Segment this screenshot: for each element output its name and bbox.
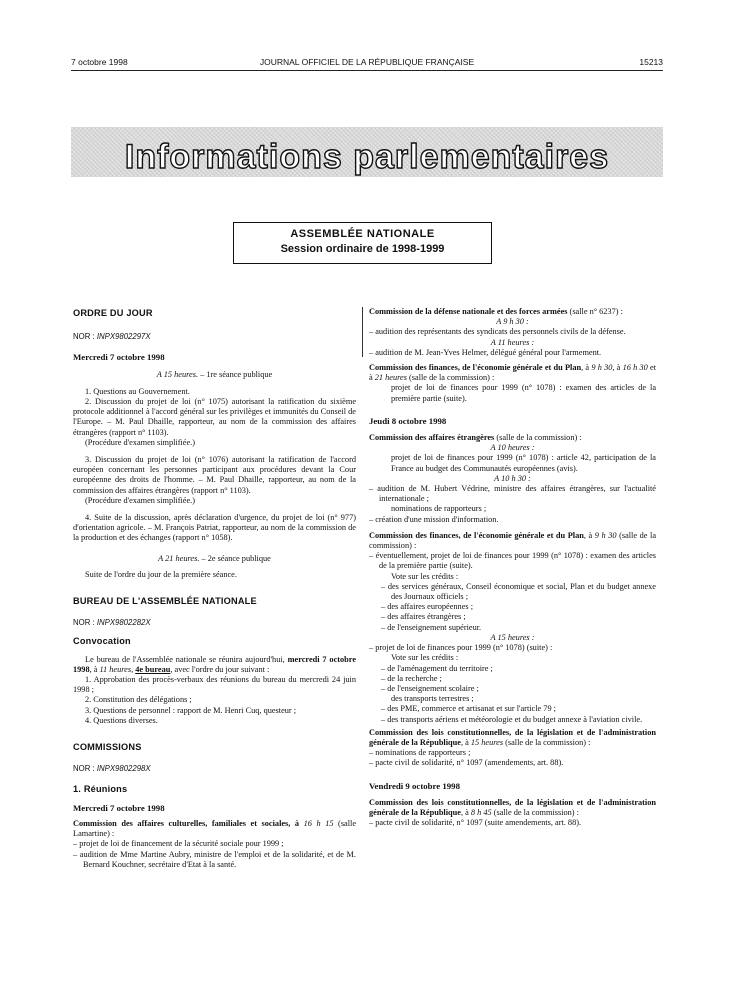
credit-item: des transports terrestres ; xyxy=(391,694,474,704)
ordre-nor: NOR : INPX9802297X xyxy=(73,332,151,342)
ordre-item: (Procédure d'examen simplifiée.) xyxy=(85,437,196,447)
commission-item: nominations de rapporteurs ; xyxy=(391,504,487,514)
commissions-date-3: Vendredi 9 octobre 1998 xyxy=(369,780,460,791)
ordre-item: 3. Discussion du projet de loi (n° 1076) autorisant la ratification de l'accord européen concernant les personnes participant aux procédures devant la Cour européenne des droits de l'homme. – M. Paul Dhaille, rapporteur, au nom de la commission des affaires étrangères (rapport n° 1103). xyxy=(73,455,356,495)
commission-item: – pacte civil de solidarité, n° 1097 (amendements, art. 88). xyxy=(369,758,564,768)
ordre-item: 1. Questions au Gouvernement. xyxy=(85,386,190,396)
header-page-number: 15213 xyxy=(639,57,663,67)
credit-item: – de l'enseignement scolaire ; xyxy=(381,683,479,693)
credit-item: – des transports aériens et météorologie et du budget annexe à l'aviation civile. xyxy=(381,714,643,724)
header-date: 7 octobre 1998 xyxy=(71,57,128,67)
commission-item: – éventuellement, projet de loi de finances pour 1999 (n° 1078) : examen des articles de la première partie (suite). xyxy=(369,551,656,571)
header-journal-title: JOURNAL OFFICIEL DE LA RÉPUBLIQUE FRANÇAISE xyxy=(259,57,475,67)
commission-lois-heading-2: Commission des lois constitutionnelles, de la législation et de l'administration générale de la République, à 8 h 45 (salle de la commission) : xyxy=(369,797,656,817)
commissions-date-2: Jeudi 8 octobre 1998 xyxy=(369,415,447,426)
commission-lois-heading: Commission des lois constitutionnelles, de la législation et de l'administration générale de la République, à 15 heures (salle de la commission) : xyxy=(369,727,656,747)
ordre-heading: ORDRE DU JOUR xyxy=(73,308,153,318)
commission-item: – projet de loi de financement de la sécurité sociale pour 1999 ; xyxy=(73,839,284,849)
bureau-item: 3. Questions de personnel : rapport de M. Henri Cuq, questeur ; xyxy=(85,705,297,715)
running-header xyxy=(71,57,663,69)
commission-time: A 10 heures : xyxy=(490,443,535,453)
vote-label: Vote sur les crédits : xyxy=(391,571,459,581)
commission-finances-heading-2: Commission des finances, de l'économie générale et du Plan, à 9 h 30 (salle de la commission) : xyxy=(369,530,656,551)
commission-time: A 10 h 30 : xyxy=(494,473,531,483)
commissions-heading: COMMISSIONS xyxy=(73,742,142,753)
ordre-date: Mercredi 7 octobre 1998 xyxy=(73,352,165,363)
vote-label: Vote sur les crédits : xyxy=(391,653,459,663)
commission-item: – projet de loi de finances pour 1999 (n° 1078) (suite) : xyxy=(369,643,553,653)
commission-item: – audition des représentants des syndicats des personnels civils de la défense. xyxy=(369,327,626,337)
commission-culture-heading: Commission des affaires culturelles, familiales et sociales, à 16 h 15 (salle Lamartine) : xyxy=(73,818,357,839)
commission-item: – audition de M. Hubert Védrine, ministre des affaires étrangères, sur l'actualité internationale ; xyxy=(369,484,656,504)
bureau-heading: BUREAU DE L'ASSEMBLÉE NATIONALE xyxy=(73,596,257,607)
commission-item: – audition de Mme Martine Aubry, ministre de l'emploi et de la solidarité, et de M. Bernard Kouchner, secrétaire d'Etat à la santé. xyxy=(73,849,356,869)
commission-item: – audition de M. Jean-Yves Helmer, délégué général pour l'armement. xyxy=(369,347,602,357)
credit-item: – des PME, commerce et artisanat et sur l'article 79 ; xyxy=(381,704,556,714)
commission-defense-heading: Commission de la défense nationale et des forces armées (salle n° 6237) : xyxy=(369,307,623,316)
seance-1: A 15 heures. – 1re séance publique xyxy=(156,369,273,379)
assembly-name: ASSEMBLÉE NATIONALE xyxy=(290,228,435,240)
commissions-subheading: 1. Réunions xyxy=(73,783,128,794)
column-divider xyxy=(362,307,363,357)
banner-title: Informations parlementaires xyxy=(124,138,610,176)
seance-2-suite: Suite de l'ordre du jour de la première séance. xyxy=(85,569,237,579)
credit-item: – des affaires européennes ; xyxy=(381,602,473,612)
commission-item: projet de loi de finances pour 1999 (n° 1078) : examen des articles de la première partie (suite). xyxy=(391,383,656,403)
bureau-item: 2. Constitution des délégations ; xyxy=(85,695,192,705)
header-rule xyxy=(71,70,663,71)
commission-item: – nominations de rapporteurs ; xyxy=(369,748,471,758)
credit-item: – de l'enseignement supérieur. xyxy=(381,622,482,632)
ordre-item: 2. Discussion du projet de loi (n° 1075) autorisant la ratification du sixième protocole additionnel à l'accord général sur les privilèges et immunités du Conseil de l'Europe. – M. Paul Dhaille, rapporteur, au nom de la commission des affaires étrangères (rapport n° 1103). xyxy=(73,397,356,437)
credit-item: – des affaires étrangères ; xyxy=(381,612,466,622)
commission-etrangeres-heading: Commission des affaires étrangères (salle de la commission) : xyxy=(369,433,582,443)
bureau-nor: NOR : INPX9802282X xyxy=(73,618,151,628)
bureau-item: 1. Approbation des procès-verbaux des réunions du bureau du mercredi 24 juin 1998 ; xyxy=(73,675,356,695)
credit-item: – des services généraux, Conseil économique et social, Plan et du budget annexe des Journaux officiels ; xyxy=(381,581,656,602)
credit-item: – de l'aménagement du territoire ; xyxy=(381,663,493,673)
commission-item: – pacte civil de solidarité, n° 1097 (suite amendements, art. 88). xyxy=(369,818,582,828)
credit-item: – de la recherche ; xyxy=(381,673,442,683)
commission-item: – création d'une mission d'information. xyxy=(369,514,499,524)
bureau-intro: Le bureau de l'Assemblée nationale se réunira aujourd'hui, mercredi 7 octobre 1998, à 11 heures, 4e bureau, avec l'ordre du jour suivant : xyxy=(73,654,356,674)
bureau-item: 4. Questions diverses. xyxy=(85,715,158,725)
commission-item: projet de loi de finances pour 1999 (n° 1078) : article 42, participation de la France au budget des Communautés européennes (avis). xyxy=(391,453,656,473)
left-column xyxy=(73,308,356,870)
commission-finances-heading: Commission des finances, de l'économie générale et du Plan, à 9 h 30, à 16 h 30 et à 21 heures (salle de la commission) : xyxy=(369,363,657,383)
assembly-session-box xyxy=(233,222,492,264)
session-name: Session ordinaire de 1998-1999 xyxy=(280,243,445,255)
commission-time: A 11 heures : xyxy=(490,337,535,347)
commission-time: A 15 heures : xyxy=(490,632,535,642)
seance-2: A 21 heures. – 2e séance publique xyxy=(158,553,271,563)
ordre-item: 4. Suite de la discussion, après déclaration d'urgence, du projet de loi (n° 977) d'orientation agricole. – M. François Patriat, rapporteur, au nom de la commission de la production et des échanges (rapport n° 1058). xyxy=(73,513,356,543)
commissions-date-1: Mercredi 7 octobre 1998 xyxy=(73,802,165,813)
ordre-item: (Procédure d'examen simplifiée.) xyxy=(85,495,196,505)
commission-time: A 9 h 30 : xyxy=(496,317,529,327)
right-column xyxy=(369,307,656,828)
commissions-nor: NOR : INPX9802298X xyxy=(73,764,151,774)
bureau-subheading: Convocation xyxy=(73,636,131,647)
